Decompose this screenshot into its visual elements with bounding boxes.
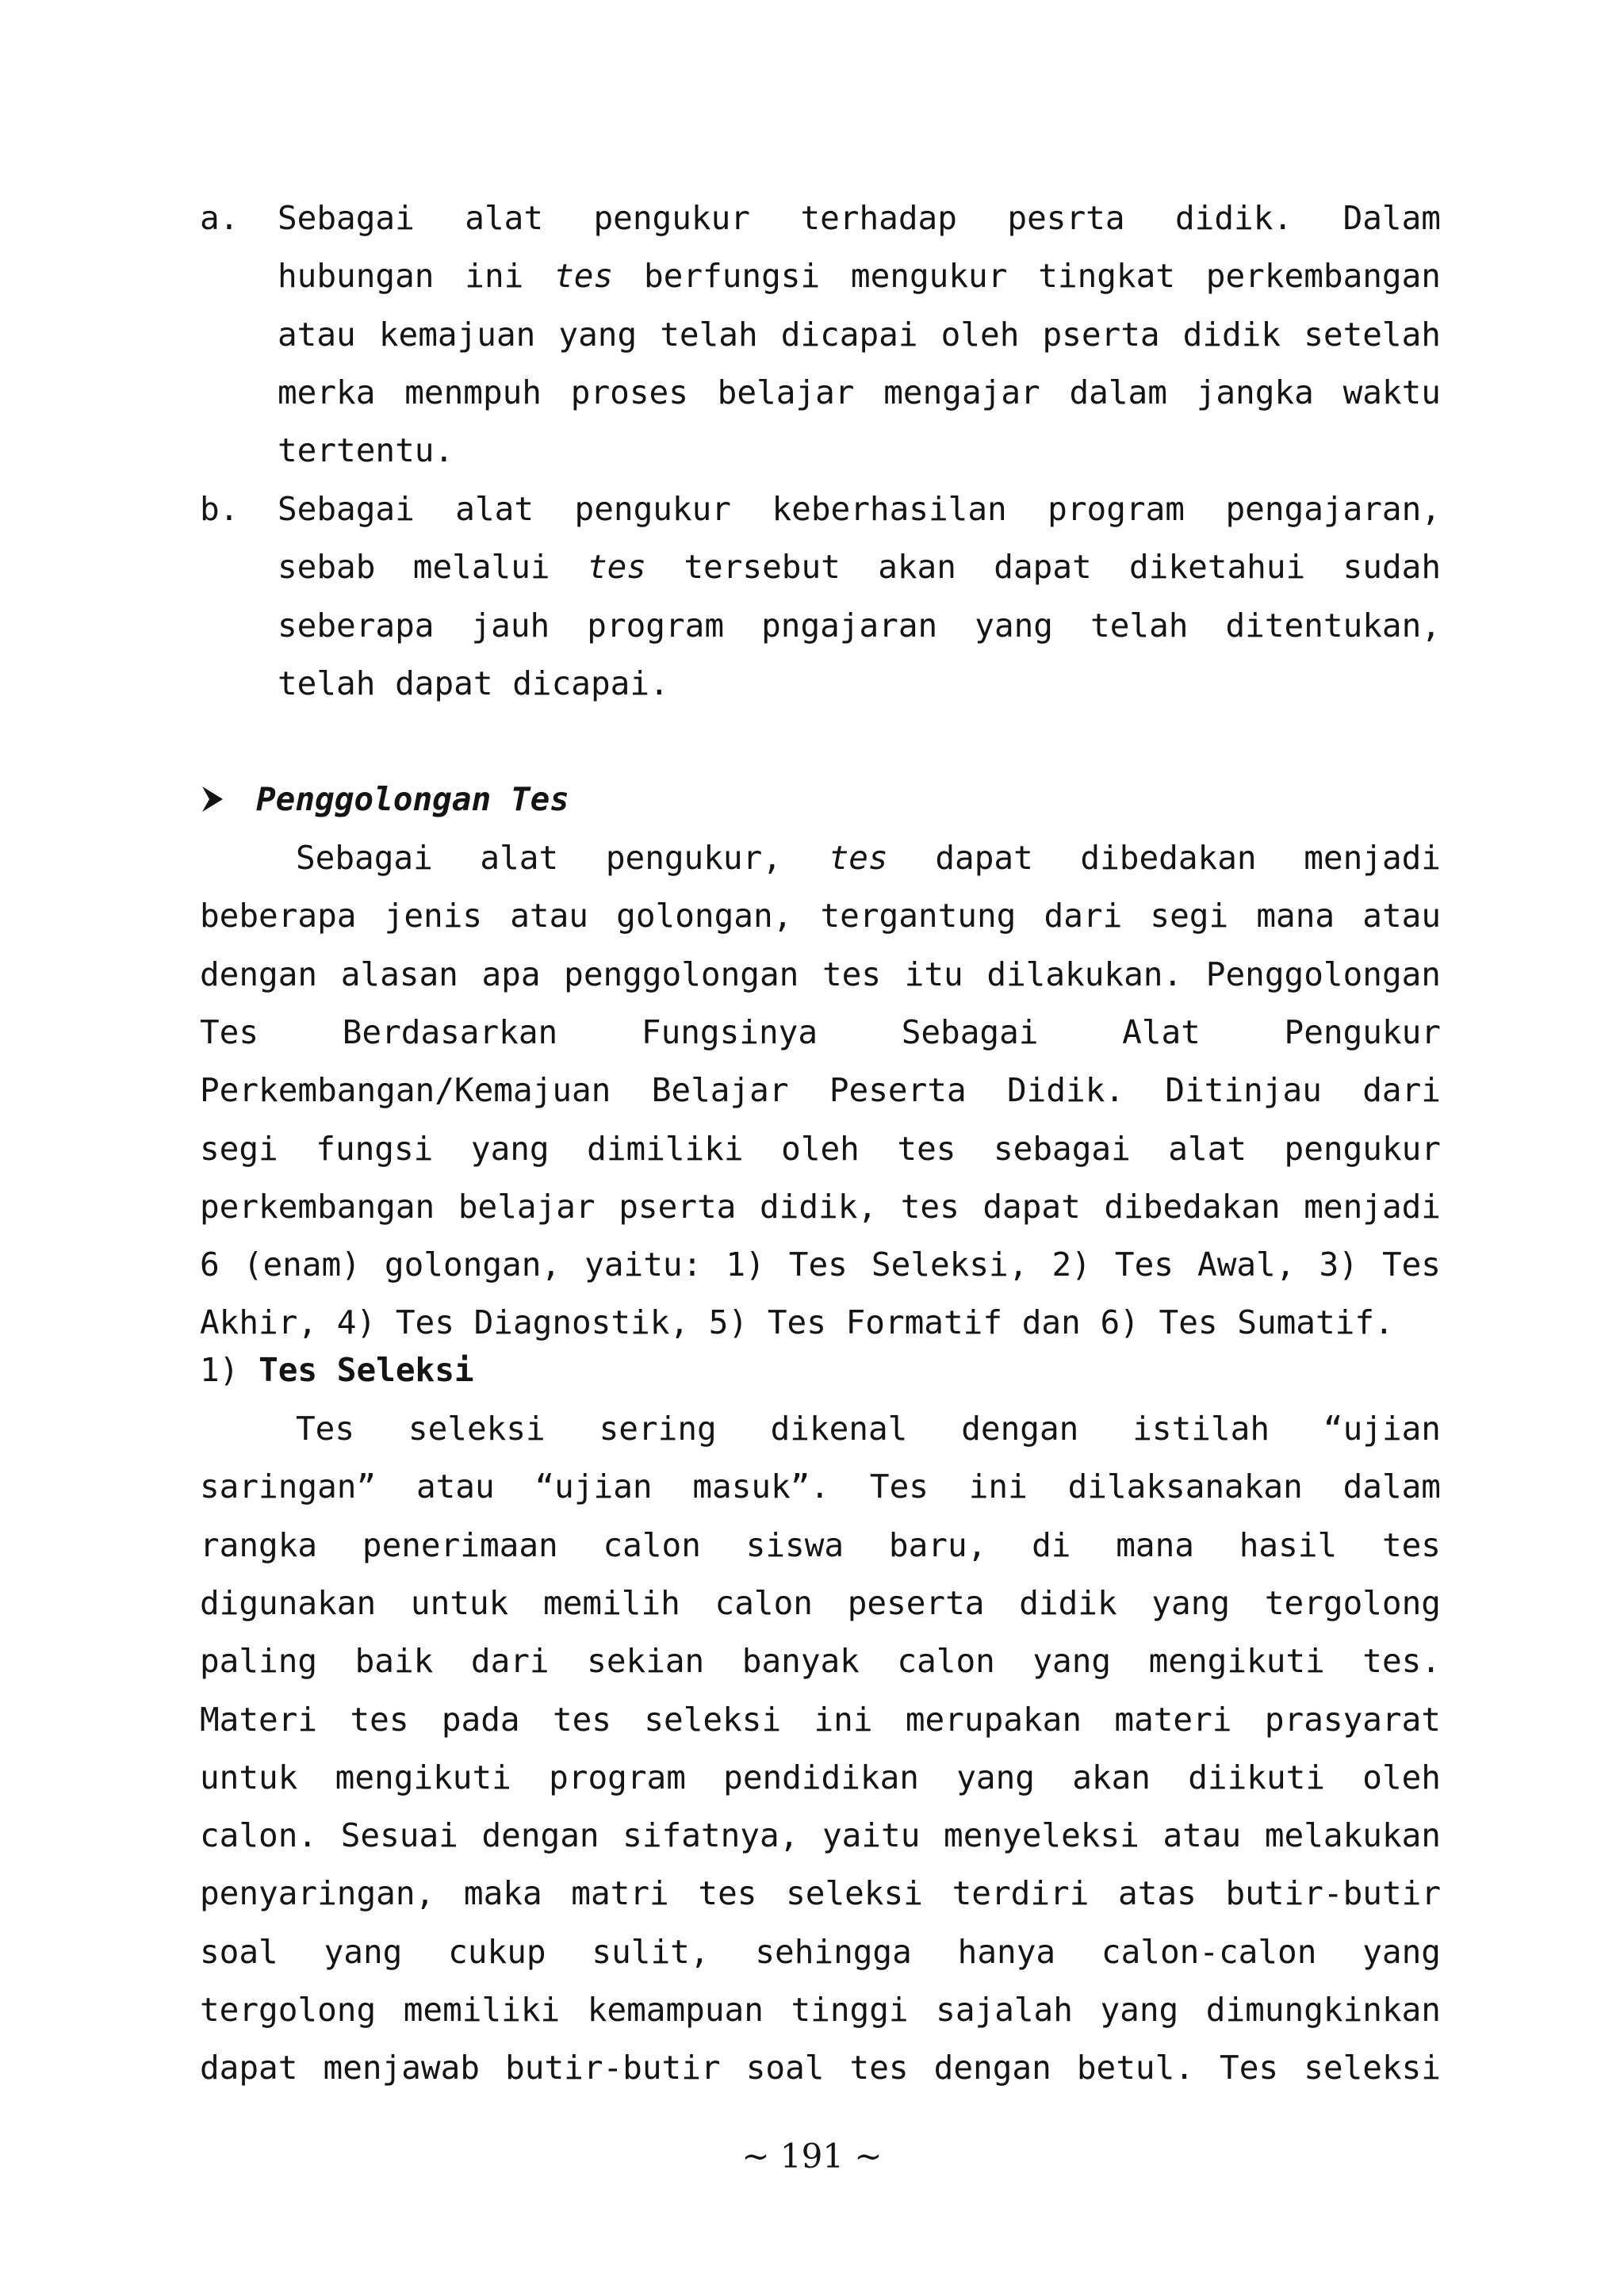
list-marker: a. [200,199,239,237]
list-line: merka menmpuh proses belajar mengajar dalam jangka waktu [278,373,1441,411]
subheading-tes-seleksi [200,1346,474,1394]
paragraph-line: soal yang cukup sulit, sehingga hanya calon-calon yang [200,1932,1441,1971]
paragraph-line: digunakan untuk memilih calon peserta didik yang tergolong [200,1583,1441,1622]
paragraph-line: beberapa jenis atau golongan, tergantung dari segi mana atau [200,897,1441,936]
subheading-title: Tes Seleksi [259,1351,474,1389]
paragraph-line: perkembangan belajar pserta didik, tes dapat dibedakan menjadi [200,1187,1441,1226]
paragraph-line: Materi tes pada tes seleksi ini merupakan materi prasyarat [200,1700,1441,1739]
list-line: Sebagai alat pengukur keberhasilan program pengajaran, [278,490,1441,528]
list-line: seberapa jauh program pngajaran yang telah ditentukan, [278,606,1441,645]
paragraph-line: Akhir, 4) Tes Diagnostik, 5) Tes Formatif dan 6) Tes Sumatif. [200,1303,1394,1342]
paragraph-line: 6 (enam) golongan, yaitu: 1) Tes Seleksi, 2) Tes Awal, 3) Tes [200,1246,1441,1284]
paragraph-line: Perkembangan/Kemajuan Belajar Peserta Didik. Ditinjau dari [200,1071,1441,1110]
list-line: sebab melalui tes tersebut akan dapat diketahui sudah [278,548,1441,587]
arrow-bullet-icon [201,785,224,813]
list-line: atau kemajuan yang telah dicapai oleh pserta didik setelah [278,315,1441,354]
list-line: telah dapat dicapai. [278,664,669,702]
list-line: tertentu. [278,431,454,470]
subheading-number: 1) [200,1351,239,1389]
paragraph-line: paling baik dari sekian banyak calon yang mengikuti tes. [200,1642,1441,1681]
list-line: Sebagai alat pengukur terhadap pesrta didik. Dalam [278,199,1441,237]
paragraph-line: rangka penerimaan calon siswa baru, di mana hasil tes [200,1525,1441,1564]
list-line: hubungan ini tes berfungsi mengukur tingkat perkembangan [278,257,1441,296]
paragraph-line: untuk mengikuti program pendidikan yang akan diikuti oleh [200,1758,1441,1797]
paragraph-line: tergolong memiliki kemampuan tinggi sajalah yang dimungkinkan [200,1991,1441,2029]
list-marker: b. [200,490,239,528]
section-heading: Penggolongan Tes [256,780,569,818]
page-number: ~ 191 ~ [741,2137,883,2175]
paragraph-line: penyaringan, maka matri tes seleksi terdiri atas butir-butir [200,1874,1441,1913]
paragraph-line: dengan alasan apa penggolongan tes itu dilakukan. Penggolongan [200,955,1441,993]
paragraph-line: saringan” atau “ujian masuk”. Tes ini dilaksanakan dalam [200,1468,1441,1506]
paragraph-line: Tes Berdasarkan Fungsinya Sebagai Alat Pengukur [200,1012,1441,1051]
paragraph-line: Tes seleksi sering dikenal dengan istilah “ujian [296,1410,1441,1448]
paragraph-line: segi fungsi yang dimiliki oleh tes sebagai alat pengukur [200,1129,1441,1168]
paragraph-line: calon. Sesuai dengan sifatnya, yaitu menyeleksi atau melakukan [200,1816,1441,1855]
paragraph-line: Sebagai alat pengukur, tes dapat dibedakan menjadi [296,839,1441,877]
paragraph-line: dapat menjawab butir-butir soal tes dengan betul. Tes seleksi [200,2049,1441,2087]
